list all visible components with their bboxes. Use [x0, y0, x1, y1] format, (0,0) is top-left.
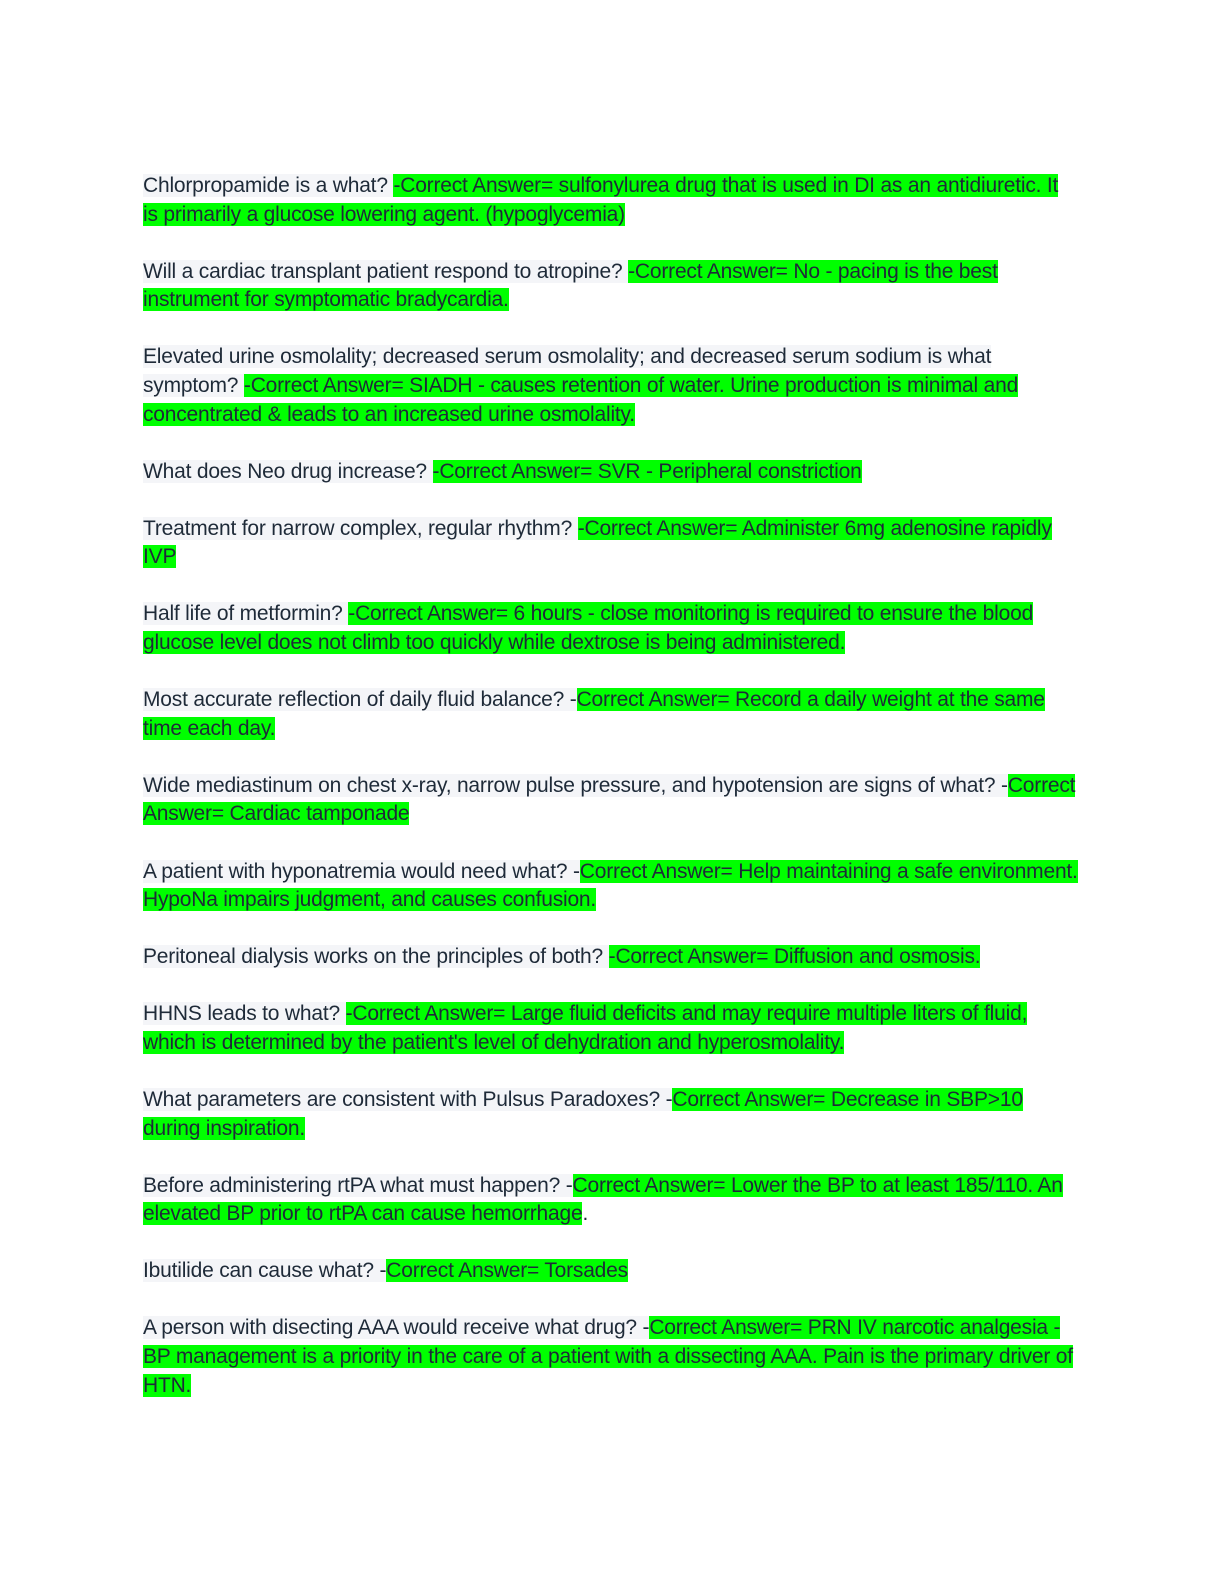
answer-highlight: -Correct Answer= Diffusion and osmosis.: [608, 945, 981, 969]
question-dash: -: [642, 1316, 650, 1340]
question-dash: -: [569, 688, 577, 712]
answer-highlight: Correct Answer= Record a daily weight at the same time each day.: [143, 688, 1045, 740]
question-dash: -: [665, 1087, 673, 1111]
question: Ibutilide can cause what?: [143, 1259, 380, 1283]
qa-item-14: [143, 1257, 1078, 1286]
question-dash: -: [379, 1259, 387, 1283]
question-dash: -: [1001, 773, 1008, 797]
answer-highlight: Correct Answer= Lower the BP to at least 185/110. An elevated BP prior to rtPA can cause hemorrhage: [143, 1173, 1063, 1226]
qa-item-12: [143, 1086, 1078, 1143]
qa-item-2: [143, 258, 1078, 315]
answer-highlight: Correct Answer= Cardiac tamponade: [143, 773, 1076, 826]
question: What does Neo drug increase?: [143, 459, 433, 483]
question-dash: -: [572, 859, 580, 883]
answer-highlight: -Correct Answer= Administer 6mg adenosine rapidly IVP: [143, 516, 1052, 569]
qa-item-8: [143, 772, 1078, 829]
question: Most accurate reflection of daily fluid balance?: [143, 688, 570, 712]
answer-highlight: -Correct Answer= SVR - Peripheral constriction: [432, 459, 862, 483]
qa-item-7: [143, 686, 1078, 743]
answer-highlight: Correct Answer= Decrease in SBP>10 during inspiration.: [143, 1087, 1023, 1140]
qa-item-13: [143, 1172, 1078, 1229]
qa-item-1: [143, 172, 1078, 229]
question: Will a cardiac transplant patient respond to atropine?: [143, 259, 629, 283]
qa-item-15: [143, 1314, 1078, 1400]
question: A person with disecting AAA would receive what drug?: [143, 1316, 643, 1340]
answer-highlight: -Correct Answer= No - pacing is the best instrument for symptomatic bradycardia.: [143, 259, 998, 312]
qa-item-10: [143, 943, 1078, 972]
qa-item-9: [143, 858, 1078, 915]
qa-item-3: [143, 343, 1078, 429]
answer-highlight: -Correct Answer= 6 hours - close monitoring is required to ensure the blood glucose level does not climb too quickly while dextrose is being administered.: [143, 602, 1034, 655]
answer-highlight: Correct Answer= Torsades: [386, 1259, 628, 1283]
qa-item-6: [143, 600, 1078, 657]
question: Treatment for narrow complex, regular rhythm?: [143, 516, 578, 540]
question-dash: -: [565, 1173, 573, 1197]
answer-highlight: -Correct Answer= sulfonylurea drug that is used in DI as an antidiuretic. It is primarily a glucose lowering agent. (hypoglycemia): [143, 174, 1059, 226]
question: Peritoneal dialysis works on the principles of both?: [143, 945, 609, 969]
question: A patient with hyponatremia would need what?: [143, 859, 573, 883]
question: Elevated urine osmolality; decreased serum osmolality; and decreased serum sodium is what symptom?: [143, 345, 992, 397]
document-page: [143, 172, 1078, 1429]
answer-highlight: -Correct Answer= SIADH - causes retention of water. Urine production is minimal and concentrated & leads to an increased urine osmolality.: [143, 373, 1019, 426]
question: Chlorpropamide is a what?: [143, 174, 394, 197]
question: What parameters are consistent with Pulsus Paradoxes?: [143, 1087, 666, 1111]
qa-item-4: [143, 458, 1078, 487]
answer-tail: .: [582, 1202, 589, 1226]
question: HHNS leads to what?: [143, 1002, 346, 1026]
qa-item-5: [143, 515, 1078, 572]
question: Before administering rtPA what must happen?: [143, 1173, 566, 1197]
answer-highlight: Correct Answer= Help maintaining a safe environment. HypoNa impairs judgment, and causes confusion.: [143, 859, 1078, 912]
question: Half life of metformin?: [143, 602, 349, 626]
answer-highlight: -Correct Answer= Large fluid deficits and may require multiple liters of fluid, which is determined by the patient's level of dehydration and hyperosmolality.: [143, 1002, 1028, 1054]
qa-item-11: [143, 1000, 1078, 1057]
question: Wide mediastinum on chest x-ray, narrow pulse pressure, and hypotension are signs of what?: [143, 773, 1002, 797]
answer-highlight: Correct Answer= PRN IV narcotic analgesia - BP management is a priority in the care of a patient with a dissecting AAA. Pain is the primary driver of HTN.: [143, 1316, 1073, 1397]
